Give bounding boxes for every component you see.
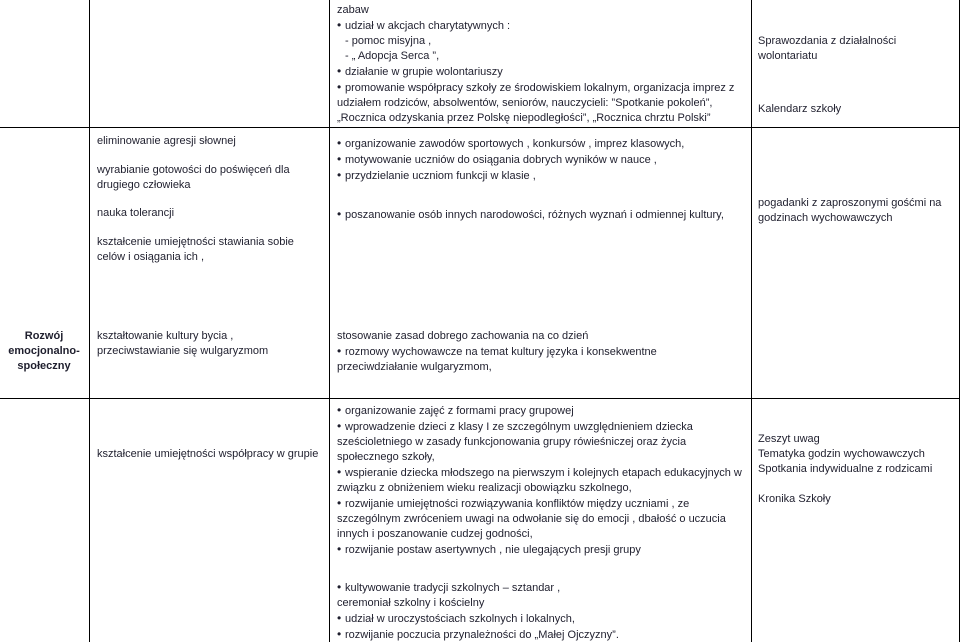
bullet-item: • udział w akcjach charytatywnych : <box>337 18 749 34</box>
text-line: - pomoc misyjna , <box>345 35 432 47</box>
text-line: sześcioletniego w zasady funkcjonowania grupy rówieśniczej oraz życia <box>337 436 687 448</box>
text-line: zabaw <box>337 4 369 16</box>
category-line: emocjonalno- <box>8 345 80 357</box>
row-divider <box>0 127 960 128</box>
bullet-item: • rozwijanie umiejętności rozwiązywania konfliktów między uczniami , ze <box>337 496 749 512</box>
column-divider <box>89 0 90 642</box>
text-line: ceremoniał szkolny i kościelny <box>337 597 485 609</box>
row3-methods <box>337 329 749 375</box>
method-item: przeciwdziałanie wulgaryzmom, <box>337 361 492 373</box>
text-line: innych i poszanowanie cudzej godności, <box>337 528 533 540</box>
goal-item: kształtowanie kultury bycia , <box>97 330 234 342</box>
row4-methods <box>337 403 749 558</box>
doc-notes: Zeszyt uwag <box>758 433 820 445</box>
goal-item: eliminowanie agresji słownej <box>97 135 236 147</box>
row4-goals <box>97 447 325 462</box>
row1-methods <box>337 3 749 126</box>
goal-item: wyrabianie gotowości do poświęceń dla drugiego człowieka <box>97 164 290 191</box>
goal-item: kształcenie umiejętności współpracy w grupie <box>97 448 319 460</box>
category-line: Rozwój <box>24 330 64 342</box>
row2-methods <box>337 136 749 223</box>
category-line: społeczny <box>17 360 71 372</box>
column-divider <box>751 0 752 642</box>
method-item: • motywowanie uczniów do osiągania dobrych wyników w nauce , <box>337 152 749 168</box>
row2-documentation <box>758 196 953 226</box>
bullet-item: • rozwijanie postaw asertywnych , nie ulegających presji grupy <box>337 542 749 558</box>
row3-goals <box>97 329 325 359</box>
column-divider <box>329 0 330 642</box>
bullet-item: • udział w uroczystościach szkolnych i lokalnych, <box>337 611 749 627</box>
method-item: • organizowanie zawodów sportowych , konkursów , imprez klasowych, <box>337 136 749 152</box>
method-item: • przydzielanie uczniom funkcji w klasie , <box>337 168 749 184</box>
text-line: „Rocznica odzyskania przez Polskę niepodległości”, „Rocznica chrztu Polski” <box>337 112 711 124</box>
doc-topics: Tematyka godzin wychowawczych <box>758 448 925 460</box>
row5-methods <box>337 580 749 643</box>
text-line: udziałem rodziców, absolwentów, seniorów, nauczycieli: ”Spotkanie pokoleń”, <box>337 97 713 109</box>
method-item: • poszanowanie osób innych narodowości, różnych wyznań i odmiennej kultury, <box>337 207 749 223</box>
method-item: • rozmowy wychowawcze na temat kultury języka i konsekwentne <box>337 344 749 360</box>
doc-reports: Sprawozdania z działalności wolontariatu <box>758 35 897 62</box>
bullet-item: • rozwijanie poczucia przynależności do „Małej Ojczyzny”. <box>337 627 749 643</box>
row2-goals <box>97 134 325 265</box>
goal-item: kształcenie umiejętności stawiania sobie celów i osiągania ich , <box>97 236 294 263</box>
row1-documentation <box>758 34 953 117</box>
text-line: - „ Adopcja Serca ”, <box>345 50 440 62</box>
text-line: społecznego szkoły, <box>337 451 435 463</box>
text-line: szczególnym zwróceniem uwagi na odwołanie się do emocji , dbałość o uczucia <box>337 513 726 525</box>
row-divider <box>0 398 960 399</box>
bullet-item: • kultywowanie tradycji szkolnych – sztandar , <box>337 580 749 596</box>
bullet-item: • wprowadzenie dzieci z klasy I ze szczególnym uwzględnieniem dziecka <box>337 419 749 435</box>
text-line: związku z obniżeniem wieku realizacji obowiązku szkolnego, <box>337 482 632 494</box>
goal-item: nauka tolerancji <box>97 207 175 219</box>
bullet-item: • organizowanie zajęć z formami pracy grupowej <box>337 403 749 419</box>
bullet-item: • wspieranie dziecka młodszego na pierwszym i kolejnych etapach edukacyjnych w <box>337 465 749 481</box>
doc-talks: pogadanki z zaproszonymi gośćmi na godzinach wychowawczych <box>758 197 942 224</box>
doc-meetings: Spotkania indywidualne z rodzicami <box>758 463 933 475</box>
method-item: stosowanie zasad dobrego zachowania na co dzień <box>337 330 589 342</box>
bullet-item: • działanie w grupie wolontariuszy <box>337 64 749 80</box>
doc-calendar: Kalendarz szkoły <box>758 103 842 115</box>
bullet-item: • promowanie współpracy szkoły ze środowiskiem lokalnym, organizacja imprez z <box>337 80 749 96</box>
category-label <box>2 329 86 374</box>
doc-chronicle: Kronika Szkoły <box>758 493 831 505</box>
row4-documentation <box>758 432 953 507</box>
goal-item: przeciwstawianie się wulgaryzmom <box>97 345 269 357</box>
